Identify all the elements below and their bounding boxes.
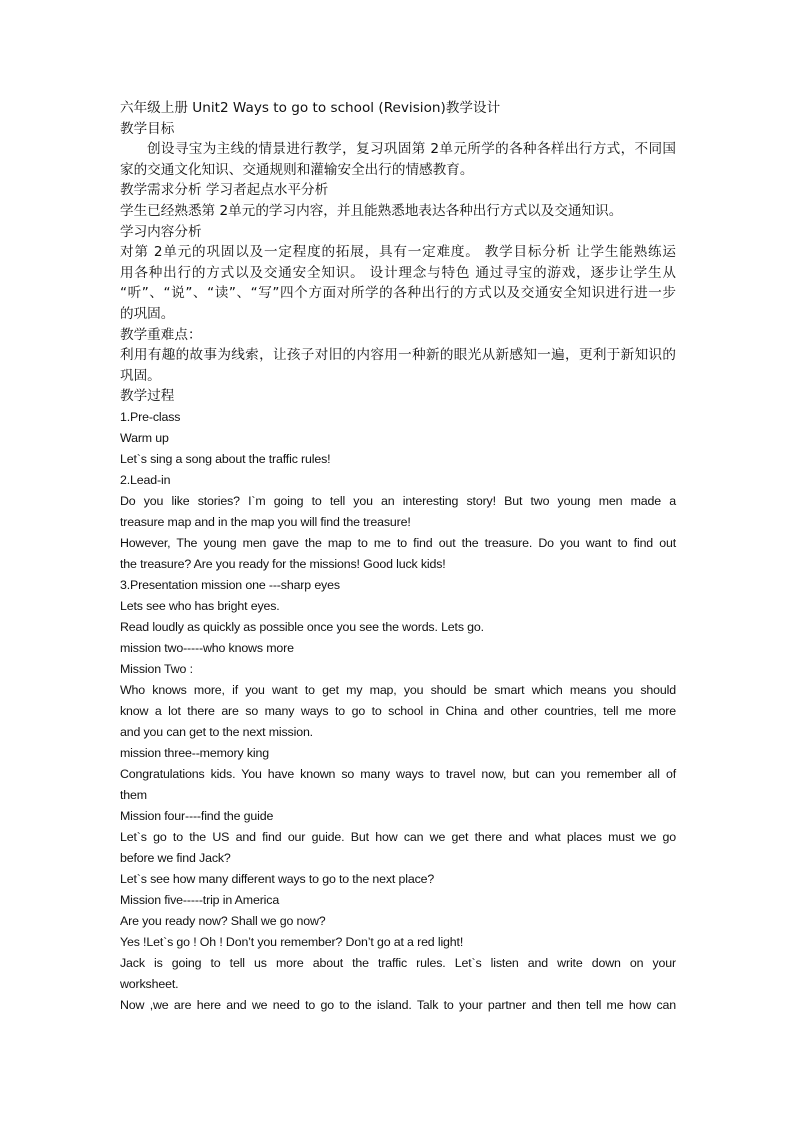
- paragraph-line: Let`s sing a song about the traffic rules!: [120, 451, 331, 466]
- paragraph-line: 用各种出行的方式以及交通安全知识。 设计理念与特色 通过寻宝的游戏，逐步让学生从: [120, 264, 676, 281]
- paragraph-line: Do you like stories? I`m going to tell you an interesting story! But two young men made a: [120, 493, 676, 508]
- paragraph-line: 创设寻宝为主线的情景进行教学，复习巩固第 2单元所学的各种各样出行方式，不同国: [147, 141, 676, 158]
- section-heading-process: 教学过程: [120, 388, 175, 405]
- document-page: [120, 98, 676, 1016]
- paragraph-line: 巩固。: [120, 367, 161, 384]
- paragraph-line: Let`s go to the US and find our guide. But how can we get there and what places must we go: [120, 829, 676, 844]
- mission-heading: Mission five-----trip in America: [120, 892, 280, 907]
- paragraph-line: Lets see who has bright eyes.: [120, 598, 280, 613]
- paragraph-line: Now ,we are here and we need to go to the island. Talk to your partner and then tell me how can: [120, 997, 676, 1012]
- paragraph-line: Are you ready now? Shall we go now?: [120, 913, 326, 928]
- paragraph-line: Congratulations kids. You have known so many ways to travel now, but can you remember all of: [120, 766, 676, 781]
- paragraph-line: 的巩固。: [120, 305, 175, 322]
- paragraph-line: treasure map and in the map you will find the treasure!: [120, 514, 411, 529]
- step-heading-lead-in: 2.Lead-in: [120, 472, 171, 487]
- mission-heading: mission three--memory king: [120, 745, 269, 760]
- paragraph-line: Yes !Let`s go ! Oh ! Don’t you remember? Don’t go at a red light!: [120, 934, 464, 949]
- paragraph-line: 对第 2单元的巩固以及一定程度的拓展，具有一定难度。 教学目标分析 让学生能熟练运: [120, 244, 676, 261]
- paragraph-line: before we find Jack?: [120, 850, 231, 865]
- paragraph-line: Warm up: [120, 430, 169, 445]
- paragraph-line: 利用有趣的故事为线索，让孩子对旧的内容用一种新的眼光从新感知一遍，更利于新知识的: [120, 347, 676, 364]
- paragraph-line: “听”、“说”、“读”、“写”四个方面对所学的各种出行的方式以及交通安全知识进行进一步: [120, 285, 676, 302]
- section-heading-objectives: 教学目标: [120, 120, 175, 137]
- section-heading-key-points: 教学重难点：: [120, 326, 202, 343]
- paragraph-line: the treasure? Are you ready for the missions! Good luck kids!: [120, 556, 446, 571]
- paragraph-line: know a lot there are so many ways to go to school in China and other countries, tell me more: [120, 703, 676, 718]
- mission-heading: mission two-----who knows more: [120, 640, 294, 655]
- paragraph-line: 学生已经熟悉第 2单元的学习内容，并且能熟悉地表达各种出行方式以及交通知识。: [120, 202, 623, 219]
- paragraph-line: worksheet.: [120, 976, 179, 991]
- paragraph-line: Who knows more, if you want to get my map, you should be smart which means you should: [120, 682, 676, 697]
- paragraph-line: them: [120, 787, 147, 802]
- step-heading-presentation: 3.Presentation mission one ---sharp eyes: [120, 577, 340, 592]
- step-heading-pre-class: 1.Pre-class: [120, 409, 181, 424]
- mission-heading: Mission Two :: [120, 661, 193, 676]
- mission-heading: Mission four----find the guide: [120, 808, 274, 823]
- section-heading-content-analysis: 学习内容分析: [120, 223, 202, 240]
- document-title: 六年级上册 Unit2 Ways to go to school (Revision)教学设计: [120, 100, 501, 116]
- paragraph-line: and you can get to the next mission.: [120, 724, 313, 739]
- paragraph-line: However, The young men gave the map to me to find out the treasure. Do you want to find out: [120, 535, 676, 550]
- paragraph-line: Let`s see how many different ways to go to the next place?: [120, 871, 435, 886]
- section-heading-needs-analysis: 教学需求分析 学习者起点水平分析: [120, 182, 329, 199]
- paragraph-line: Read loudly as quickly as possible once you see the words. Lets go.: [120, 619, 484, 634]
- paragraph-line: Jack is going to tell us more about the traffic rules. Let`s listen and write down on your: [120, 955, 676, 970]
- paragraph-line: 家的交通文化知识、交通规则和灌输安全出行的情感教育。: [120, 161, 474, 178]
